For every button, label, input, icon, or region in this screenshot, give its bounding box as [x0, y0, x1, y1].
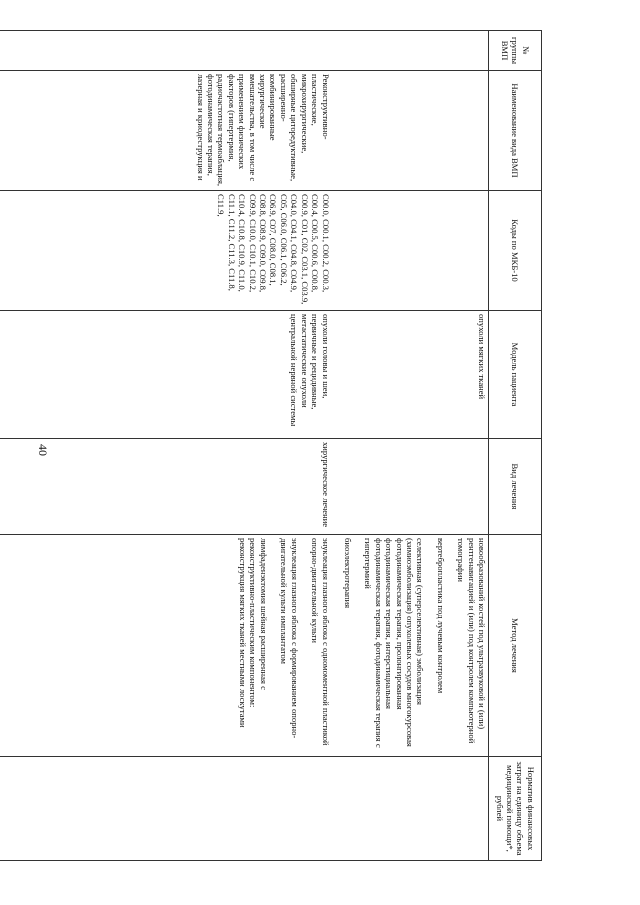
method-text: биоэлектротерапия — [342, 538, 353, 609]
cell-norm — [0, 757, 332, 861]
header-group-number: № группы ВМП — [489, 31, 542, 71]
header-patient-model: Модель пациента — [489, 311, 542, 439]
cell-treatment-type: хирургическое лечение — [0, 439, 332, 535]
header-cost-norm: Норматив финансовых затрат на единицу объема медицинской помощи*, рублей — [489, 757, 542, 861]
cell-name: Реконструктивно-пластические, микрохирургические, обширные циторедуктивные, расширенно-комбинированные хирургические вмешательства, в том числе с применением физических факторов (гипертермия, радиочастотная термоаблация, фотодинамическая терапия, лазерная и криодеструкция и — [0, 71, 332, 191]
cell-patient-model: опухоли головы и шеи, первичные и рецидивные, метастатические опухоли центральной нервной системы — [0, 311, 332, 439]
cell-codes — [332, 191, 489, 311]
cell-group — [0, 31, 332, 71]
header-vmp-name: Наименование вида ВМП — [489, 71, 542, 191]
header-treatment-type: Вид лечения — [489, 439, 542, 535]
cell-methods — [0, 535, 332, 757]
table-header-row — [489, 31, 542, 861]
cell-name — [332, 71, 489, 191]
method-text: энуклеация глазного яблока с формированием опорно-двигательной культи имплантатом — [279, 538, 300, 739]
table-row — [0, 31, 332, 861]
method-text: селективная (суперселективная) эмболизация (химиоэмболизация) опухолевых сосудов многокурсовая фотодинамическая терапия, пролонгированная фотодинамическая терапия, интерстициальная фотодинамическая терапия, фотодинамическая терапия с гипертермией — [363, 538, 426, 748]
method-text: вертебропластика под лучевым контролем — [435, 538, 446, 694]
vmp-table — [0, 30, 542, 861]
page-number: 40 — [36, 444, 50, 456]
rotated-table-container — [82, 30, 542, 860]
method-text: энуклеация глазного яблока с одномоментной пластикой опорно-двигательной культи — [310, 538, 331, 746]
cell-treatment-type — [332, 439, 489, 535]
table-row-continuation — [332, 31, 489, 861]
header-treatment-method: Метод лечения — [489, 535, 542, 757]
cell-group — [332, 31, 489, 71]
header-icd-codes: Коды по МКБ-10 — [489, 191, 542, 311]
patient-model-text: опухоли мягких тканей — [477, 314, 487, 400]
method-text: лимфаденэктомия шейная расширенная с реконструктивно-пластическим компонентом: реконструкция мягких тканей местными лоскутами — [238, 538, 269, 728]
method-text: новообразований костей под ультразвуковой и (или) рентгенавигацией и (или) под контролем компьютерной томографии — [456, 538, 487, 744]
cell-norm — [332, 757, 489, 861]
cell-methods — [332, 535, 489, 757]
cell-codes: C00.0, C00.1, C00.2, C00.3, C00.4, C00.5, C00.6, C00.8, C00.9, C01, C02, C03.1, C03.9, C04.0, C04.1, C04.8, C04.9, C05, C06.0, C06.1, C06.2, C06.9, C07, C08.0, C08.1, C08.8, C08.9, C09.0, C09.8, C09.9, C10.0, C10.1, C10.2, C10.4, C10.8, C10.9, C11.0, C11.1, C11.2, C11.3, C11.8, C11.9, — [0, 191, 332, 311]
cell-patient-model — [332, 311, 489, 439]
